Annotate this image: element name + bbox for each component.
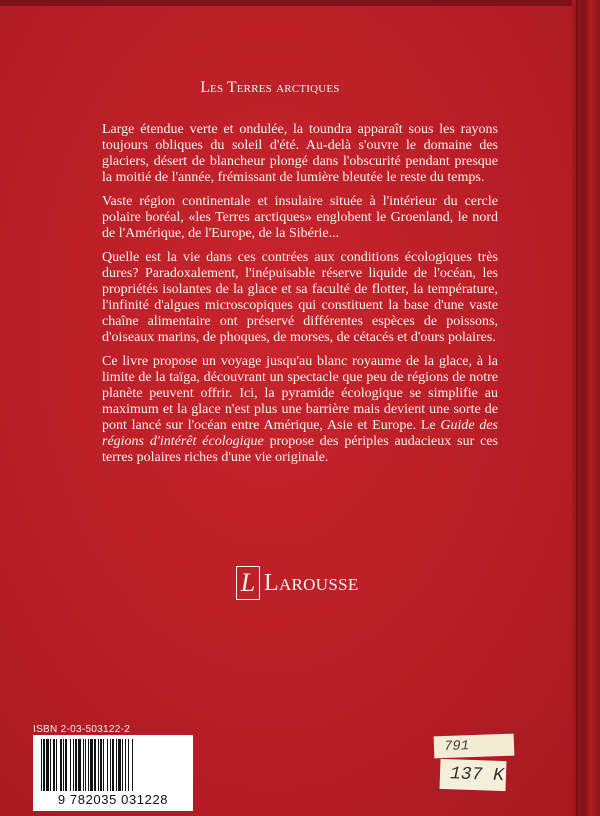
publisher-logo-mark: L <box>236 566 260 600</box>
blurb <box>102 122 498 474</box>
barcode-bars <box>37 739 189 791</box>
series-name: Guide des régions d'intérêt écologique <box>102 418 498 449</box>
price-sticker-2: 137 K <box>439 759 506 791</box>
blurb-paragraph-1: Large étendue verte et ondulée, la toundra apparaît sous les rayons toujours obliques du soleil d'été. Au-delà s'ouvre le domaine des glaciers, désert de blancheur plongé dans l'obscurité pendant presque la moitié de l'année, frémissant de lumière bleutée le reste du temps. <box>102 122 498 185</box>
top-edge <box>0 0 600 6</box>
blurb-paragraph-3: Quelle est la vie dans ces contrées aux conditions écologiques très dures? Paradoxalement, l'inépuisable réserve liquide de l'océan, les propriétés isolantes de la glace et sa faculté de flotter, la température, l'infinité d'algues microscopiques qui constituent la base d'une vaste chaîne alimentaire ont préservé différentes espèces de poissons, d'oiseaux marins, de phoques, de morses, de cétacés et d'ours polaires. <box>102 250 498 345</box>
barcode <box>33 735 193 811</box>
isbn-label: ISBN 2-03-503122-2 <box>33 724 131 735</box>
barcode-digits: 9 782035 031228 <box>57 792 169 807</box>
book-title: Les Terres arctiques <box>200 79 340 96</box>
price-sticker-1: 791 <box>434 734 515 759</box>
blurb-paragraph-2: Vaste région continentale et insulaire située à l'intérieur du cercle polaire boréal, «les Terres arctiques» englobent le Groenland, le nord de l'Amérique, de l'Europe, de la Sibérie... <box>102 194 498 241</box>
blurb-p4-text-b: propose des périples audacieux sur ces terres polaires riches d'une vie originale. <box>102 434 498 465</box>
blurb-paragraph-4 <box>102 354 498 466</box>
publisher-name: Larousse <box>264 569 359 596</box>
publisher-logo <box>236 565 359 601</box>
spine-groove <box>576 0 578 816</box>
blurb-p4-text-a: Ce livre propose un voyage jusqu'au blanc royaume de la glace, à la limite de la taïga, découvrant un spectacle que peu de régions de notre planète peuvent offrir. Ici, la pyramide écologique se simplifie au maximum et la glace n'est plus une barrière mais devient une sorte de pont lancé sur l'océan entre Amérique, Asie et Europe. Le <box>102 354 498 433</box>
